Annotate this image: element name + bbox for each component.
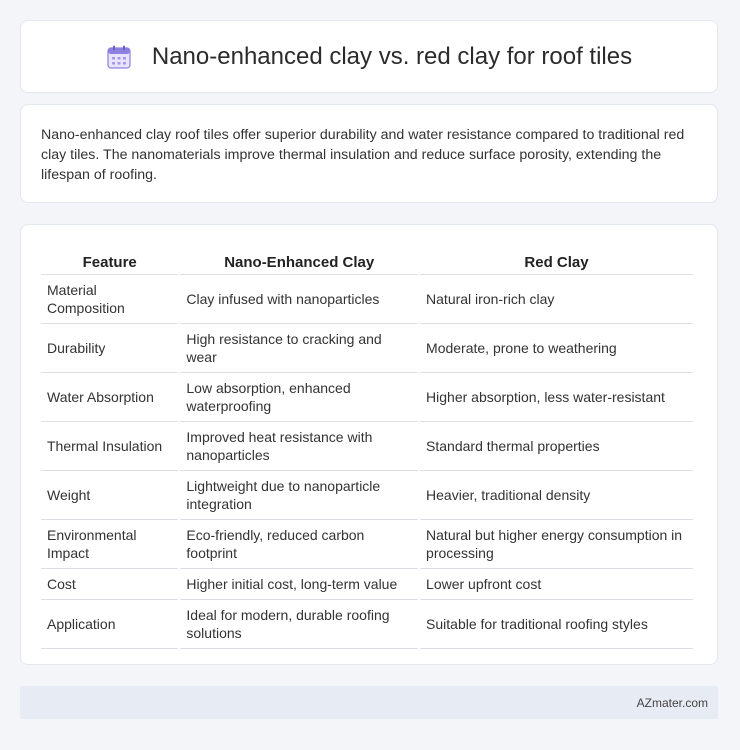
nano-cell: High resistance to cracking and wear	[180, 324, 418, 373]
feature-cell: Cost	[41, 569, 178, 600]
title-row	[106, 43, 632, 71]
red-cell: Higher absorption, less water-resistant	[420, 373, 693, 422]
page-title: Nano-enhanced clay vs. red clay for roof tiles	[151, 42, 633, 70]
table-header-row	[41, 245, 693, 275]
table-row	[41, 520, 693, 569]
red-cell: Lower upfront cost	[420, 569, 693, 600]
red-cell: Heavier, traditional density	[420, 471, 693, 520]
table-row	[41, 600, 693, 649]
footer-bar	[20, 686, 718, 719]
header-nano-enhanced-clay: Nano-Enhanced Clay	[180, 245, 418, 275]
table-row	[41, 324, 693, 373]
comparison-table	[39, 245, 695, 649]
table-row	[41, 569, 693, 600]
table-row	[41, 373, 693, 422]
nano-cell: Ideal for modern, durable roofing solutions	[180, 600, 418, 649]
feature-cell: Water Absorption	[41, 373, 178, 422]
header-feature: Feature	[41, 245, 178, 275]
nano-cell: Improved heat resistance with nanoparticles	[180, 422, 418, 471]
nano-cell: Low absorption, enhanced waterproofing	[180, 373, 418, 422]
nano-cell: Higher initial cost, long-term value	[180, 569, 418, 600]
comparison-card	[20, 224, 718, 665]
red-cell: Standard thermal properties	[420, 422, 693, 471]
red-cell: Natural but higher energy consumption in processing	[420, 520, 693, 569]
nano-cell: Lightweight due to nanoparticle integration	[180, 471, 418, 520]
red-cell: Suitable for traditional roofing styles	[420, 600, 693, 649]
feature-cell: Environmental Impact	[41, 520, 178, 569]
feature-cell: Durability	[41, 324, 178, 373]
feature-cell: Weight	[41, 471, 178, 520]
nano-cell: Clay infused with nanoparticles	[180, 275, 418, 324]
nano-cell: Eco-friendly, reduced carbon footprint	[180, 520, 418, 569]
red-cell: Moderate, prone to weathering	[420, 324, 693, 373]
footer-source: AZmater.com	[636, 695, 708, 710]
red-cell: Natural iron-rich clay	[420, 275, 693, 324]
title-card	[20, 20, 718, 93]
feature-cell: Application	[41, 600, 178, 649]
feature-cell: Material Composition	[41, 275, 178, 324]
intro-card	[20, 104, 718, 203]
table-row	[41, 422, 693, 471]
table-row	[41, 471, 693, 520]
intro-paragraph: Nano-enhanced clay roof tiles offer superior durability and water resistance compared to traditional red clay tiles. The nanomaterials improve thermal insulation and reduce surface porosity, extending the lifespan of roofing.	[41, 127, 685, 183]
feature-cell: Thermal Insulation	[41, 422, 178, 471]
header-red-clay: Red Clay	[420, 245, 693, 275]
table-row	[41, 275, 693, 324]
calendar-icon	[106, 44, 132, 70]
